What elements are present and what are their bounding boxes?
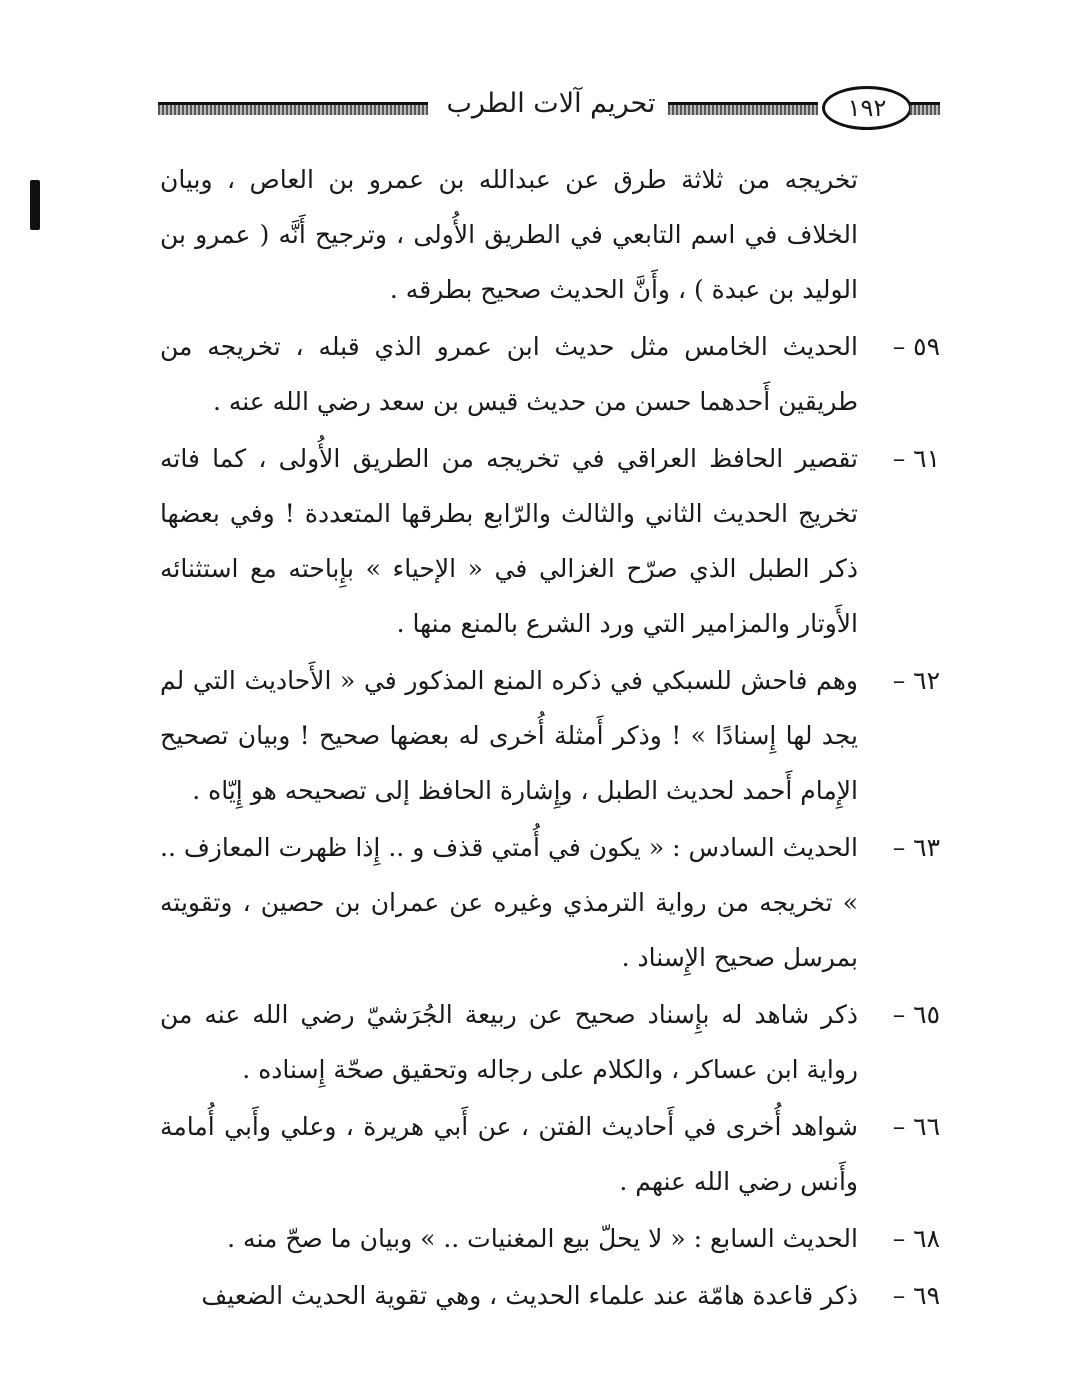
entry-text: الحديث السابع : « لا يحلّ بيع المغنيات .. » وبيان ما صحّ منه . xyxy=(227,1224,858,1253)
entry-number: ٦٥ – xyxy=(892,1000,940,1029)
list-item xyxy=(160,987,940,1097)
entry-number: ٦٢ – xyxy=(892,666,940,695)
entry-text: الحديث السادس : « يكون في أُمتي قذف و .. إِذا ظهرت المعازف .. » تخريجه من رواية الترمذي وغيره عن عمران بن حصين ، وتقويته بمرسل صحيح الإِسناد . xyxy=(160,833,858,972)
entry-number: ٦٨ – xyxy=(892,1224,940,1253)
entry-text: ذكر شاهد له بإِسناد صحيح عن ربيعة الجُرَشيّ رضي الله عنه من رواية ابن عساكر ، والكلام على رجاله وتحقيق صحّة إِسناده . xyxy=(160,1000,858,1084)
entry-number: ٦٣ – xyxy=(892,833,940,862)
entry-text: وهم فاحش للسبكي في ذكره المنع المذكور في « الأَحاديث التي لم يجد لها إِسنادًا » ! وذكر أَمثلة أُخرى له بعضها صحيح ! وبيان تصحيح الإِمام أَحمد لحديث الطبل ، وإِشارة الحافظ إلى تصحيحه هو إِيّاه . xyxy=(160,666,858,805)
list-item xyxy=(160,431,940,651)
intro-paragraph: تخريجه من ثلاثة طرق عن عبدالله بن عمرو بن العاص ، وبيان الخلاف في اسم التابعي في الطريق الأُولى ، وترجيح أَنَّه ( عمرو بن الوليد بن عبدة ) ، وأَنَّ الحديث صحيح بطرقه . xyxy=(160,165,858,304)
entry-number: ٥٩ – xyxy=(892,332,940,361)
entry-number: ٦٦ – xyxy=(892,1112,940,1141)
entry-text: تقصير الحافظ العراقي في تخريجه من الطريق الأُولى ، كما فاته تخريج الحديث الثاني والثالث والرّابع بطرقها المتعددة ! وفي بعضها ذكر الطبل الذي صرّح الغزالي في « الإحياء » بإِباحته مع استثنائه الأَوتار والمزامير التي ورد الشرع بالمنع منها . xyxy=(160,444,858,638)
list-item xyxy=(160,1211,940,1266)
entry-number: ٦٩ – xyxy=(892,1281,940,1310)
page-number: ١٩٢ xyxy=(822,86,912,130)
header-rule-middle xyxy=(668,102,818,115)
margin-mark xyxy=(30,180,40,230)
list-item xyxy=(160,1099,940,1209)
entry-text: الحديث الخامس مثل حديث ابن عمرو الذي قبله ، تخريجه من طريقين أَحدهما حسن من حديث قيس بن سعد رضي الله عنه . xyxy=(160,332,858,416)
contents-list xyxy=(160,152,940,1323)
list-item xyxy=(160,319,940,429)
page-header xyxy=(158,84,940,136)
list-item xyxy=(160,1268,940,1323)
entry-number: ٦١ – xyxy=(892,444,940,473)
running-title: تحريم آلات الطرب xyxy=(446,88,656,119)
header-rule-right xyxy=(910,102,940,115)
list-item xyxy=(160,820,940,985)
entry-text: ذكر قاعدة هامّة عند علماء الحديث ، وهي تقوية الحديث الضعيف xyxy=(201,1281,858,1310)
entry-text: شواهد أُخرى في أَحاديث الفتن ، عن أَبي هريرة ، وعلي وأَبي أُمامة وأَنس رضي الله عنهم . xyxy=(160,1112,858,1196)
header-rule-left xyxy=(158,102,428,115)
list-item xyxy=(160,653,940,818)
